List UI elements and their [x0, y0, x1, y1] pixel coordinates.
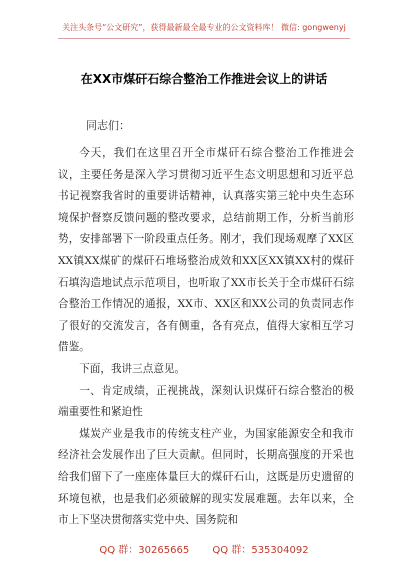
body-paragraph: 今天，我们在这里召开全市煤矸石综合整治工作推进会议，主要任务是深入学习贯彻习近平生态文明思想和习近平总书记视察我省时的重要讲话精神，认真落实第三轮中央生态环境保护督察反馈问题的整改要求，总结前期工作，分析当前形势，安排部署下一阶段重点任务。刚才，我们现场观摩了XX区XX镇XX煤矿的煤矸石堆场整治成效和XX区XX镇XX村的煤矸石填沟造地试点示范项目，也听取了XX市长关于全市煤矸石综合整治工作情况的通报，XX市、XX区和XX公司的负责同志作了很好的交流发言，各有侧重，各有亮点，值得大家相互学习借鉴。 — [58, 147, 354, 354]
document-body — [58, 143, 354, 532]
header-divider — [58, 38, 350, 39]
body-paragraph: 煤炭产业是我市的传统支柱产业，为国家能源安全和我市经济社会发展作出了巨大贡献。但同时，长期高强度的开采也给我们留下了一座座体量巨大的煤矸石山，这既是历史遗留的环境包袱，也是我们必须破解的现实发展难题。去年以来，全市上下坚决贯彻落实党中央、国务院和 — [58, 427, 354, 527]
footer-contact — [0, 541, 408, 556]
body-paragraph: 下面，我讲三点意见。 — [79, 362, 186, 375]
salutation: 同志们： — [86, 119, 130, 132]
section-heading: 一、肯定成绩，正视挑战，深刻认识煤矸石综合整治的极端重要性和紧迫性 — [58, 384, 354, 419]
header-promo-note: 关注头条号“公文研究”，获得最新最全最专业的公文资料库！ 微信: gongwenyj — [62, 23, 346, 32]
footer-qq-group-2: QQ 群：535304092 — [212, 545, 309, 556]
footer-qq-group-1: QQ 群：30265665 — [99, 545, 190, 556]
document-title: 在XX市煤矸石综合整治工作推进会议上的讲话 — [80, 72, 328, 86]
